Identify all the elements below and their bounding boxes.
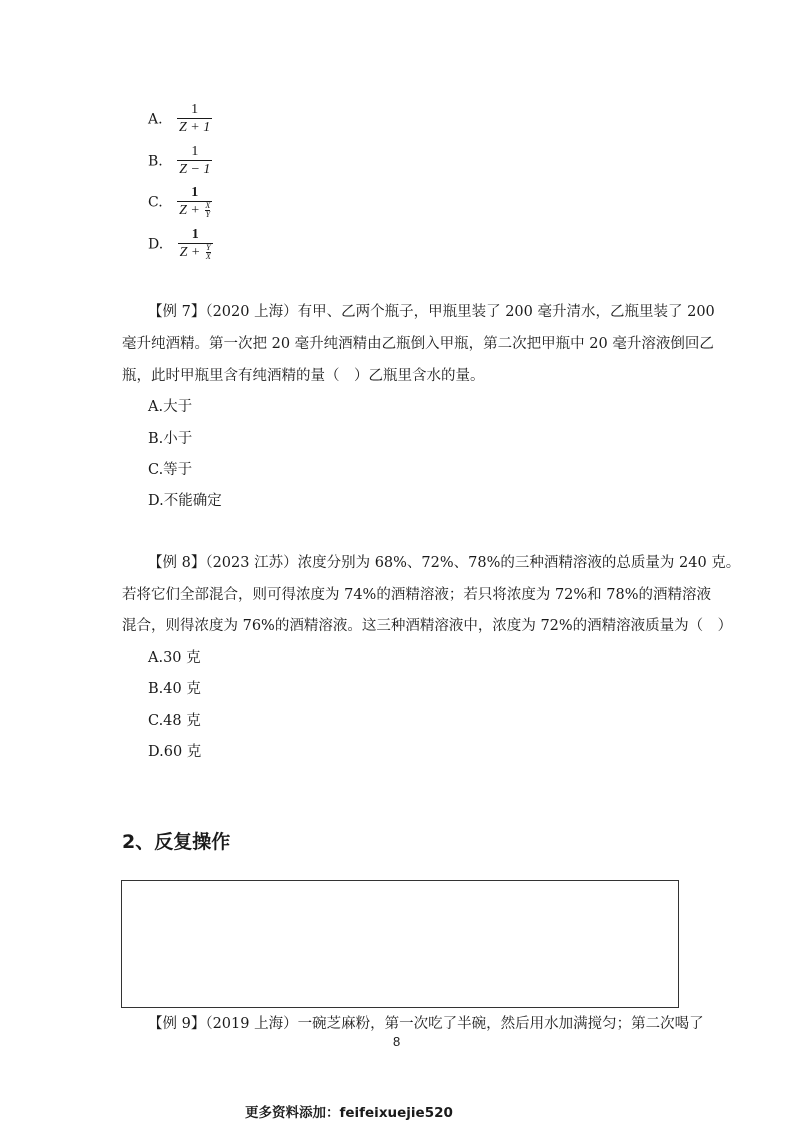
fraction-d-den-main: Z + <box>179 245 204 260</box>
option-a <box>148 102 212 137</box>
option-b <box>148 144 212 179</box>
fraction-c-denominator <box>177 202 212 220</box>
mini-num: X <box>205 201 211 211</box>
fraction-c-den-main: Z + <box>179 203 204 218</box>
fraction-c <box>177 185 212 220</box>
example-7-option-a: A.大于 <box>148 399 193 415</box>
example-8-line-2: 若将它们全部混合，则可得浓度为 74%的酒精溶液；若只将浓度为 72%和 78%的酒精溶液 <box>122 587 712 603</box>
fraction-a-numerator: 1 <box>191 102 199 117</box>
fraction-b-denominator: Z − 1 <box>179 162 211 177</box>
example-9-line-1: 【例 9】（2019 上海）一碗芝麻粉，第一次吃了半碗，然后用水加满搅匀；第二次喝了 <box>148 1016 704 1032</box>
fraction-d <box>178 227 213 262</box>
fraction-a <box>177 102 212 137</box>
option-d <box>148 227 213 262</box>
empty-box <box>121 880 679 1008</box>
mini-den: Y <box>205 210 211 220</box>
example-7-option-c: C.等于 <box>148 462 193 478</box>
example-8-line-3: 混合，则得浓度为 76%的酒精溶液。这三种酒精溶液中，浓度为 72%的酒精溶液质量为（ ） <box>122 618 733 634</box>
option-b-label: B. <box>148 153 163 170</box>
fraction-b <box>177 144 212 179</box>
example-7-line-1: 【例 7】（2020 上海）有甲、乙两个瓶子，甲瓶里装了 200 毫升清水，乙瓶里装了 200 <box>148 304 715 320</box>
fraction-d-mini <box>206 244 211 261</box>
option-a-label: A. <box>148 111 163 128</box>
example-7-option-b: B.小于 <box>148 431 193 447</box>
option-c-label: C. <box>148 194 163 211</box>
fraction-c-mini <box>205 202 210 219</box>
footer-text: 更多资料添加：feifeixuejie520 <box>245 1105 453 1121</box>
example-8-line-1: 【例 8】（2023 江苏）浓度分别为 68%、72%、78%的三种酒精溶液的总质量为 240 克。 <box>148 555 741 571</box>
example-7-option-d: D.不能确定 <box>148 493 222 509</box>
option-d-label: D. <box>148 236 164 253</box>
example-8-option-c: C.48 克 <box>148 713 201 729</box>
example-7-line-2: 毫升纯酒精。第一次把 20 毫升纯酒精由乙瓶倒入甲瓶，第二次把甲瓶中 20 毫升溶液倒回乙 <box>122 336 714 352</box>
fraction-b-numerator: 1 <box>191 144 199 159</box>
mini-num: Y <box>206 243 211 253</box>
fraction-c-numerator: 1 <box>191 185 199 200</box>
fraction-d-denominator <box>178 244 213 262</box>
fraction-d-numerator: 1 <box>191 227 199 242</box>
example-8-option-b: B.40 克 <box>148 681 201 697</box>
example-7-line-3: 瓶，此时甲瓶里含有纯酒精的量（ ）乙瓶里含水的量。 <box>122 368 485 384</box>
mini-den: X <box>205 252 211 262</box>
example-8-option-a: A.30 克 <box>148 650 201 666</box>
option-c <box>148 185 212 220</box>
section-heading: 2、反复操作 <box>122 831 231 853</box>
page-number: 8 <box>393 1034 401 1049</box>
example-8-option-d: D.60 克 <box>148 744 202 760</box>
fraction-a-denominator: Z + 1 <box>179 120 211 135</box>
